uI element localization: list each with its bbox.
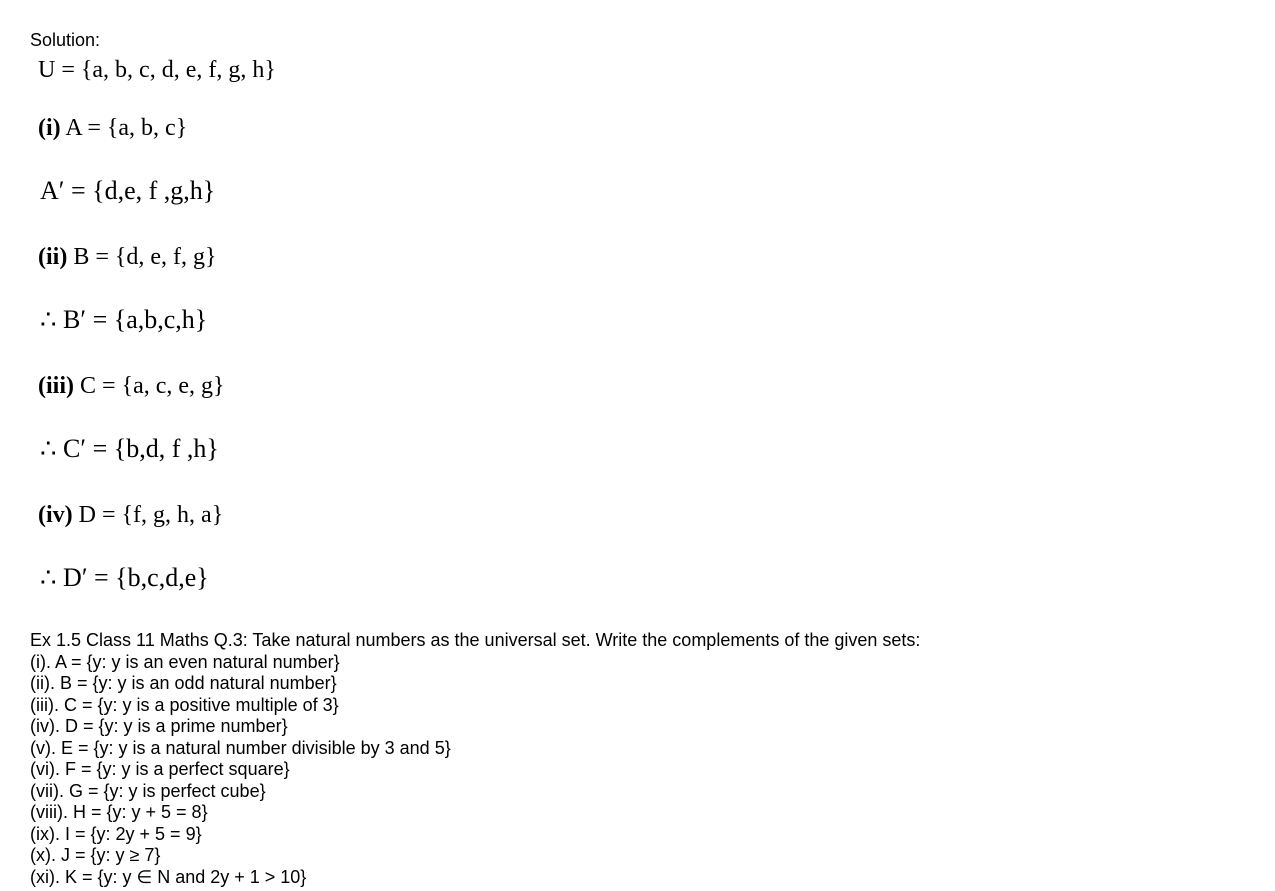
question-item: (x). J = {y: y ≥ 7}	[30, 845, 161, 865]
part-iii-complement: ∴ C′ = {b,d, f ,h}	[40, 434, 219, 463]
question-title: Ex 1.5 Class 11 Maths Q.3: Take natural numbers as the universal set. Write the complements of the given sets:	[30, 630, 921, 650]
part-ii-set	[38, 242, 217, 272]
question-item: (vi). F = {y: y is a perfect square}	[30, 759, 290, 779]
part-ii-set-expression: B = {d, e, f, g}	[73, 244, 217, 270]
question-item: (viii). H = {y: y + 5 = 8}	[30, 802, 208, 822]
question-item: (i). A = {y: y is an even natural number}	[30, 651, 340, 672]
part-ii-number: (ii)	[38, 244, 68, 270]
question-item: (v). E = {y: y is a natural number divisible by 3 and 5}	[30, 737, 451, 758]
part-ii-complement: ∴ B′ = {a,b,c,h}	[40, 305, 208, 334]
question-item: (iii). C = {y: y is a positive multiple of 3}	[30, 694, 339, 715]
question-item: (iv). D = {y: y is a prime number}	[30, 716, 288, 736]
universal-set: U = {a, b, c, d, e, f, g, h}	[38, 57, 276, 83]
part-i-set	[38, 113, 187, 143]
part-i-number: (i)	[38, 115, 61, 141]
part-iv-set	[38, 500, 223, 530]
question-block	[30, 630, 920, 888]
part-iv-complement: ∴ D′ = {b,c,d,e}	[40, 563, 209, 592]
part-iii-number: (iii)	[38, 373, 74, 399]
question-item: (ix). I = {y: 2y + 5 = 9}	[30, 823, 202, 844]
question-item: (vii). G = {y: y is perfect cube}	[30, 780, 266, 801]
part-iv-number: (iv)	[38, 502, 73, 528]
part-iii-set	[38, 371, 225, 401]
solution-label: Solution:	[30, 30, 101, 50]
question-item: (xi). K = {y: y ∈ N and 2y + 1 > 10}	[30, 866, 307, 887]
part-iv-set-expression: D = {f, g, h, a}	[78, 502, 224, 528]
part-i-set-expression: A = {a, b, c}	[65, 115, 188, 141]
part-iii-set-expression: C = {a, c, e, g}	[80, 373, 225, 399]
part-i-complement: A′ = {d,e, f ,g,h}	[40, 176, 216, 205]
question-item: (ii). B = {y: y is an odd natural number}	[30, 673, 337, 693]
